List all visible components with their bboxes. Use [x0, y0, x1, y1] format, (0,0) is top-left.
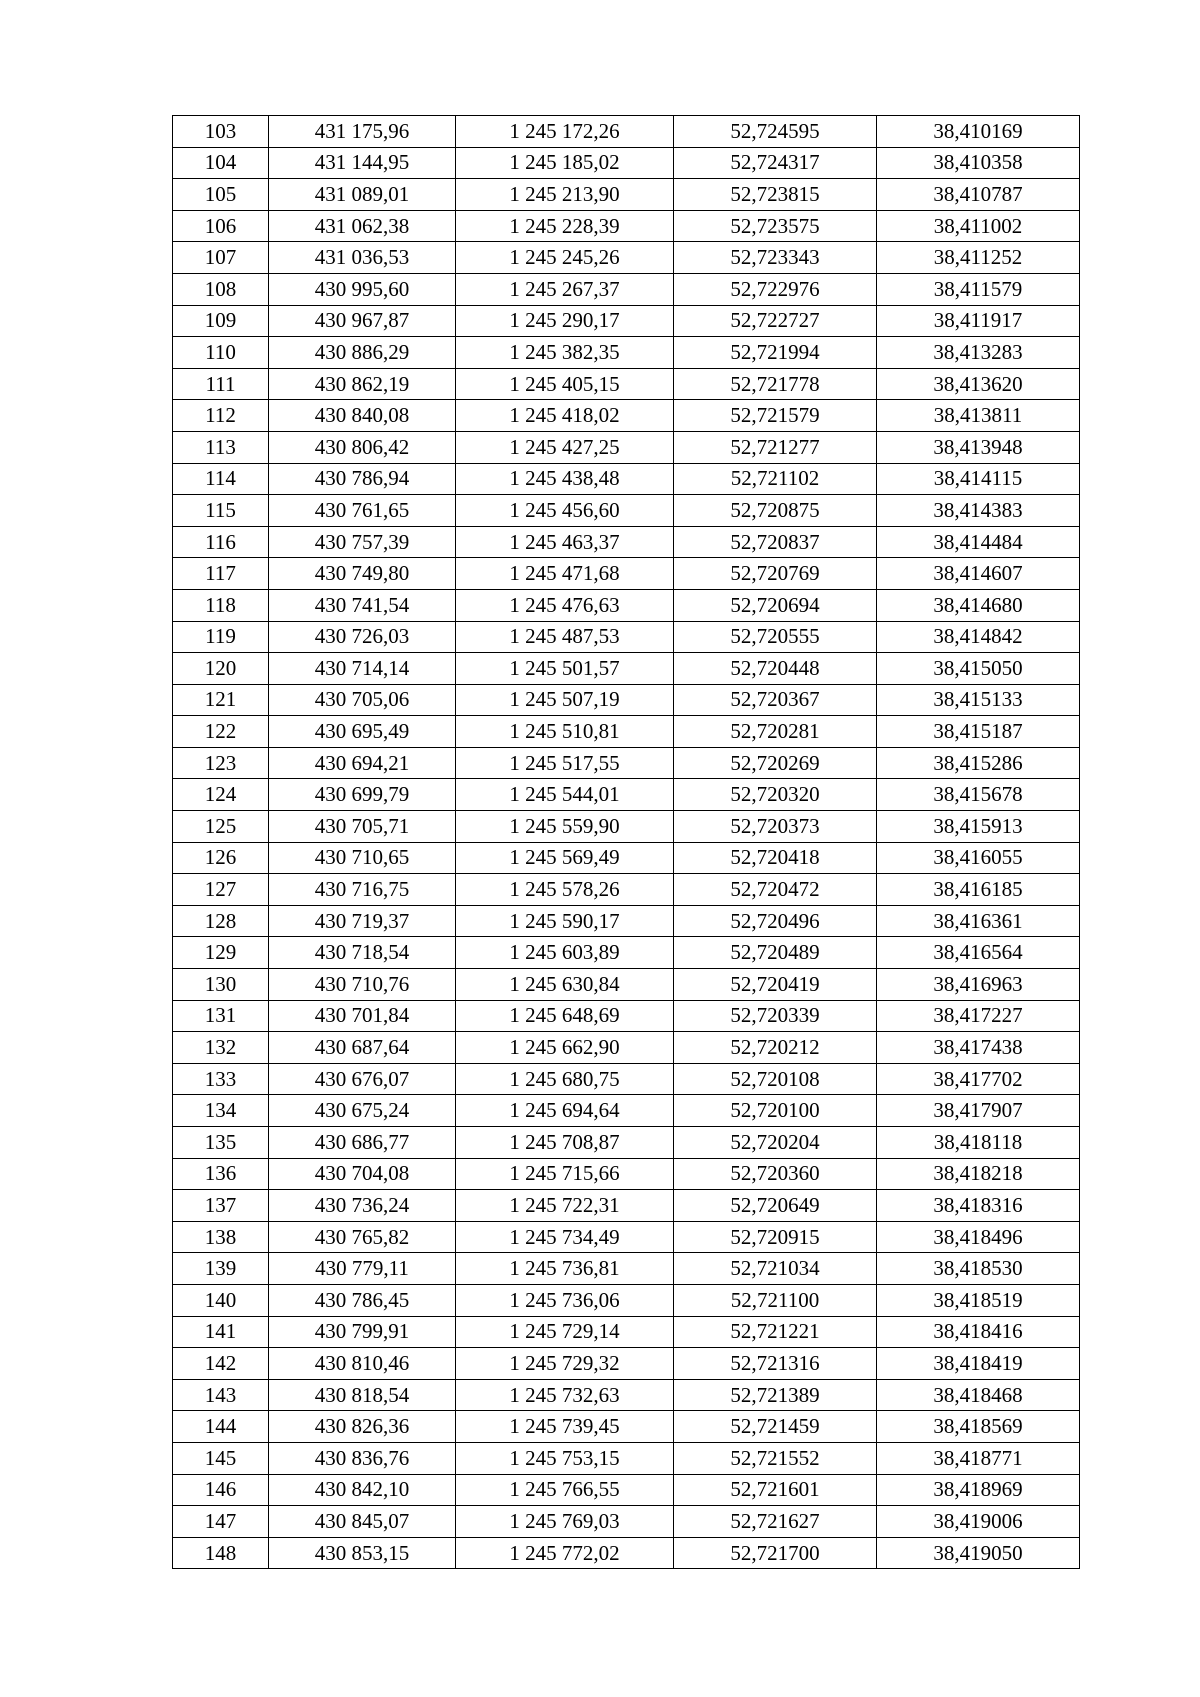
- table-row: [173, 1127, 1080, 1159]
- longitude-cell: 38,416564: [877, 937, 1080, 969]
- latitude-cell: 52,720694: [674, 589, 877, 621]
- longitude-cell: 38,418519: [877, 1284, 1080, 1316]
- point-number-cell: 106: [173, 210, 269, 242]
- point-number-cell: 134: [173, 1095, 269, 1127]
- latitude-cell: 52,720915: [674, 1221, 877, 1253]
- point-number-cell: 121: [173, 684, 269, 716]
- x-coordinate-cell: 430 699,79: [269, 779, 456, 811]
- x-coordinate-cell: 430 810,46: [269, 1348, 456, 1380]
- table-row: [173, 1221, 1080, 1253]
- y-coordinate-cell: 1 245 471,68: [456, 558, 674, 590]
- x-coordinate-cell: 430 779,11: [269, 1253, 456, 1285]
- latitude-cell: 52,721459: [674, 1411, 877, 1443]
- table-row: [173, 842, 1080, 874]
- longitude-cell: 38,411002: [877, 210, 1080, 242]
- x-coordinate-cell: 430 840,08: [269, 400, 456, 432]
- y-coordinate-cell: 1 245 729,14: [456, 1316, 674, 1348]
- latitude-cell: 52,720837: [674, 526, 877, 558]
- x-coordinate-cell: 430 694,21: [269, 747, 456, 779]
- table-row: [173, 621, 1080, 653]
- point-number-cell: 111: [173, 368, 269, 400]
- table-row: [173, 179, 1080, 211]
- longitude-cell: 38,416055: [877, 842, 1080, 874]
- x-coordinate-cell: 430 675,24: [269, 1095, 456, 1127]
- point-number-cell: 129: [173, 937, 269, 969]
- point-number-cell: 125: [173, 811, 269, 843]
- point-number-cell: 145: [173, 1442, 269, 1474]
- latitude-cell: 52,720100: [674, 1095, 877, 1127]
- longitude-cell: 38,411252: [877, 242, 1080, 274]
- point-number-cell: 132: [173, 1032, 269, 1064]
- point-number-cell: 108: [173, 273, 269, 305]
- x-coordinate-cell: 430 967,87: [269, 305, 456, 337]
- x-coordinate-cell: 431 062,38: [269, 210, 456, 242]
- longitude-cell: 38,419006: [877, 1506, 1080, 1538]
- y-coordinate-cell: 1 245 517,55: [456, 747, 674, 779]
- table-row: [173, 526, 1080, 558]
- table-row: [173, 747, 1080, 779]
- x-coordinate-cell: 431 036,53: [269, 242, 456, 274]
- table-row: [173, 210, 1080, 242]
- table-row: [173, 400, 1080, 432]
- y-coordinate-cell: 1 245 438,48: [456, 463, 674, 495]
- y-coordinate-cell: 1 245 418,02: [456, 400, 674, 432]
- x-coordinate-cell: 430 806,42: [269, 431, 456, 463]
- table-row: [173, 116, 1080, 148]
- y-coordinate-cell: 1 245 405,15: [456, 368, 674, 400]
- x-coordinate-cell: 430 761,65: [269, 495, 456, 527]
- table-row: [173, 273, 1080, 305]
- longitude-cell: 38,417438: [877, 1032, 1080, 1064]
- y-coordinate-cell: 1 245 382,35: [456, 337, 674, 369]
- x-coordinate-cell: 430 826,36: [269, 1411, 456, 1443]
- y-coordinate-cell: 1 245 510,81: [456, 716, 674, 748]
- point-number-cell: 131: [173, 1000, 269, 1032]
- x-coordinate-cell: 431 089,01: [269, 179, 456, 211]
- table-row: [173, 1284, 1080, 1316]
- latitude-cell: 52,723575: [674, 210, 877, 242]
- x-coordinate-cell: 430 741,54: [269, 589, 456, 621]
- y-coordinate-cell: 1 245 662,90: [456, 1032, 674, 1064]
- y-coordinate-cell: 1 245 772,02: [456, 1537, 674, 1569]
- y-coordinate-cell: 1 245 290,17: [456, 305, 674, 337]
- table-row: [173, 969, 1080, 1001]
- latitude-cell: 52,720360: [674, 1158, 877, 1190]
- y-coordinate-cell: 1 245 729,32: [456, 1348, 674, 1380]
- table-row: [173, 874, 1080, 906]
- x-coordinate-cell: 430 818,54: [269, 1379, 456, 1411]
- point-number-cell: 148: [173, 1537, 269, 1569]
- point-number-cell: 146: [173, 1474, 269, 1506]
- longitude-cell: 38,418416: [877, 1316, 1080, 1348]
- y-coordinate-cell: 1 245 736,06: [456, 1284, 674, 1316]
- table-row: [173, 495, 1080, 527]
- table-row: [173, 242, 1080, 274]
- table-row: [173, 305, 1080, 337]
- x-coordinate-cell: 430 799,91: [269, 1316, 456, 1348]
- y-coordinate-cell: 1 245 590,17: [456, 905, 674, 937]
- table-row: [173, 431, 1080, 463]
- y-coordinate-cell: 1 245 487,53: [456, 621, 674, 653]
- latitude-cell: 52,722727: [674, 305, 877, 337]
- x-coordinate-cell: 430 676,07: [269, 1063, 456, 1095]
- point-number-cell: 139: [173, 1253, 269, 1285]
- longitude-cell: 38,418496: [877, 1221, 1080, 1253]
- latitude-cell: 52,720489: [674, 937, 877, 969]
- longitude-cell: 38,417702: [877, 1063, 1080, 1095]
- longitude-cell: 38,410358: [877, 147, 1080, 179]
- table-row: [173, 1537, 1080, 1569]
- longitude-cell: 38,415678: [877, 779, 1080, 811]
- latitude-cell: 52,721552: [674, 1442, 877, 1474]
- x-coordinate-cell: 430 714,14: [269, 653, 456, 685]
- table-row: [173, 779, 1080, 811]
- x-coordinate-cell: 430 757,39: [269, 526, 456, 558]
- x-coordinate-cell: 430 695,49: [269, 716, 456, 748]
- latitude-cell: 52,720281: [674, 716, 877, 748]
- point-number-cell: 141: [173, 1316, 269, 1348]
- x-coordinate-cell: 430 710,76: [269, 969, 456, 1001]
- point-number-cell: 113: [173, 431, 269, 463]
- x-coordinate-cell: 431 144,95: [269, 147, 456, 179]
- y-coordinate-cell: 1 245 544,01: [456, 779, 674, 811]
- table-row: [173, 1474, 1080, 1506]
- point-number-cell: 117: [173, 558, 269, 590]
- x-coordinate-cell: 430 701,84: [269, 1000, 456, 1032]
- latitude-cell: 52,720367: [674, 684, 877, 716]
- point-number-cell: 130: [173, 969, 269, 1001]
- x-coordinate-cell: 430 786,45: [269, 1284, 456, 1316]
- latitude-cell: 52,720108: [674, 1063, 877, 1095]
- point-number-cell: 105: [173, 179, 269, 211]
- latitude-cell: 52,723343: [674, 242, 877, 274]
- longitude-cell: 38,416185: [877, 874, 1080, 906]
- table-row: [173, 811, 1080, 843]
- x-coordinate-cell: 430 718,54: [269, 937, 456, 969]
- point-number-cell: 135: [173, 1127, 269, 1159]
- latitude-cell: 52,723815: [674, 179, 877, 211]
- latitude-cell: 52,720419: [674, 969, 877, 1001]
- table-row: [173, 653, 1080, 685]
- latitude-cell: 52,721778: [674, 368, 877, 400]
- point-number-cell: 104: [173, 147, 269, 179]
- y-coordinate-cell: 1 245 766,55: [456, 1474, 674, 1506]
- longitude-cell: 38,415133: [877, 684, 1080, 716]
- point-number-cell: 144: [173, 1411, 269, 1443]
- longitude-cell: 38,414383: [877, 495, 1080, 527]
- longitude-cell: 38,411579: [877, 273, 1080, 305]
- table-row: [173, 905, 1080, 937]
- latitude-cell: 52,721627: [674, 1506, 877, 1538]
- longitude-cell: 38,410169: [877, 116, 1080, 148]
- longitude-cell: 38,418316: [877, 1190, 1080, 1222]
- longitude-cell: 38,415187: [877, 716, 1080, 748]
- latitude-cell: 52,720212: [674, 1032, 877, 1064]
- latitude-cell: 52,720472: [674, 874, 877, 906]
- latitude-cell: 52,722976: [674, 273, 877, 305]
- longitude-cell: 38,418419: [877, 1348, 1080, 1380]
- table-row: [173, 1158, 1080, 1190]
- latitude-cell: 52,721277: [674, 431, 877, 463]
- table-row: [173, 1442, 1080, 1474]
- y-coordinate-cell: 1 245 694,64: [456, 1095, 674, 1127]
- y-coordinate-cell: 1 245 476,63: [456, 589, 674, 621]
- table-row: [173, 937, 1080, 969]
- y-coordinate-cell: 1 245 630,84: [456, 969, 674, 1001]
- table-row: [173, 589, 1080, 621]
- longitude-cell: 38,414484: [877, 526, 1080, 558]
- table-row: [173, 463, 1080, 495]
- coordinates-table: [172, 115, 1080, 1569]
- table-row: [173, 1348, 1080, 1380]
- table-row: [173, 1253, 1080, 1285]
- longitude-cell: 38,415286: [877, 747, 1080, 779]
- y-coordinate-cell: 1 245 213,90: [456, 179, 674, 211]
- y-coordinate-cell: 1 245 228,39: [456, 210, 674, 242]
- longitude-cell: 38,410787: [877, 179, 1080, 211]
- y-coordinate-cell: 1 245 427,25: [456, 431, 674, 463]
- y-coordinate-cell: 1 245 739,45: [456, 1411, 674, 1443]
- table-row: [173, 558, 1080, 590]
- x-coordinate-cell: 430 853,15: [269, 1537, 456, 1569]
- point-number-cell: 127: [173, 874, 269, 906]
- point-number-cell: 133: [173, 1063, 269, 1095]
- point-number-cell: 143: [173, 1379, 269, 1411]
- latitude-cell: 52,721601: [674, 1474, 877, 1506]
- table-row: [173, 337, 1080, 369]
- point-number-cell: 147: [173, 1506, 269, 1538]
- latitude-cell: 52,720320: [674, 779, 877, 811]
- y-coordinate-cell: 1 245 603,89: [456, 937, 674, 969]
- point-number-cell: 118: [173, 589, 269, 621]
- latitude-cell: 52,720373: [674, 811, 877, 843]
- point-number-cell: 137: [173, 1190, 269, 1222]
- y-coordinate-cell: 1 245 708,87: [456, 1127, 674, 1159]
- y-coordinate-cell: 1 245 722,31: [456, 1190, 674, 1222]
- latitude-cell: 52,720875: [674, 495, 877, 527]
- table-row: [173, 716, 1080, 748]
- point-number-cell: 109: [173, 305, 269, 337]
- x-coordinate-cell: 431 175,96: [269, 116, 456, 148]
- latitude-cell: 52,720496: [674, 905, 877, 937]
- latitude-cell: 52,724595: [674, 116, 877, 148]
- table-row: [173, 684, 1080, 716]
- point-number-cell: 107: [173, 242, 269, 274]
- coordinates-table-body: [173, 116, 1080, 1569]
- latitude-cell: 52,720204: [674, 1127, 877, 1159]
- x-coordinate-cell: 430 705,06: [269, 684, 456, 716]
- longitude-cell: 38,418569: [877, 1411, 1080, 1443]
- point-number-cell: 110: [173, 337, 269, 369]
- y-coordinate-cell: 1 245 734,49: [456, 1221, 674, 1253]
- latitude-cell: 52,720418: [674, 842, 877, 874]
- table-row: [173, 1032, 1080, 1064]
- x-coordinate-cell: 430 687,64: [269, 1032, 456, 1064]
- y-coordinate-cell: 1 245 680,75: [456, 1063, 674, 1095]
- longitude-cell: 38,417227: [877, 1000, 1080, 1032]
- x-coordinate-cell: 430 705,71: [269, 811, 456, 843]
- table-row: [173, 1316, 1080, 1348]
- table-row: [173, 1190, 1080, 1222]
- table-row: [173, 1411, 1080, 1443]
- latitude-cell: 52,721316: [674, 1348, 877, 1380]
- longitude-cell: 38,416963: [877, 969, 1080, 1001]
- latitude-cell: 52,720269: [674, 747, 877, 779]
- point-number-cell: 136: [173, 1158, 269, 1190]
- point-number-cell: 103: [173, 116, 269, 148]
- x-coordinate-cell: 430 886,29: [269, 337, 456, 369]
- table-row: [173, 147, 1080, 179]
- point-number-cell: 138: [173, 1221, 269, 1253]
- x-coordinate-cell: 430 842,10: [269, 1474, 456, 1506]
- y-coordinate-cell: 1 245 732,63: [456, 1379, 674, 1411]
- latitude-cell: 52,721389: [674, 1379, 877, 1411]
- point-number-cell: 124: [173, 779, 269, 811]
- x-coordinate-cell: 430 836,76: [269, 1442, 456, 1474]
- longitude-cell: 38,415050: [877, 653, 1080, 685]
- point-number-cell: 122: [173, 716, 269, 748]
- latitude-cell: 52,721700: [674, 1537, 877, 1569]
- y-coordinate-cell: 1 245 715,66: [456, 1158, 674, 1190]
- y-coordinate-cell: 1 245 267,37: [456, 273, 674, 305]
- x-coordinate-cell: 430 726,03: [269, 621, 456, 653]
- latitude-cell: 52,721102: [674, 463, 877, 495]
- longitude-cell: 38,418771: [877, 1442, 1080, 1474]
- x-coordinate-cell: 430 765,82: [269, 1221, 456, 1253]
- point-number-cell: 116: [173, 526, 269, 558]
- longitude-cell: 38,418969: [877, 1474, 1080, 1506]
- table-row: [173, 1379, 1080, 1411]
- y-coordinate-cell: 1 245 456,60: [456, 495, 674, 527]
- point-number-cell: 114: [173, 463, 269, 495]
- longitude-cell: 38,414842: [877, 621, 1080, 653]
- y-coordinate-cell: 1 245 185,02: [456, 147, 674, 179]
- longitude-cell: 38,413811: [877, 400, 1080, 432]
- y-coordinate-cell: 1 245 736,81: [456, 1253, 674, 1285]
- point-number-cell: 120: [173, 653, 269, 685]
- latitude-cell: 52,721579: [674, 400, 877, 432]
- latitude-cell: 52,724317: [674, 147, 877, 179]
- longitude-cell: 38,415913: [877, 811, 1080, 843]
- table-row: [173, 1506, 1080, 1538]
- y-coordinate-cell: 1 245 507,19: [456, 684, 674, 716]
- longitude-cell: 38,413620: [877, 368, 1080, 400]
- point-number-cell: 112: [173, 400, 269, 432]
- longitude-cell: 38,414680: [877, 589, 1080, 621]
- y-coordinate-cell: 1 245 648,69: [456, 1000, 674, 1032]
- longitude-cell: 38,417907: [877, 1095, 1080, 1127]
- point-number-cell: 123: [173, 747, 269, 779]
- latitude-cell: 52,721034: [674, 1253, 877, 1285]
- y-coordinate-cell: 1 245 172,26: [456, 116, 674, 148]
- x-coordinate-cell: 430 686,77: [269, 1127, 456, 1159]
- longitude-cell: 38,419050: [877, 1537, 1080, 1569]
- x-coordinate-cell: 430 845,07: [269, 1506, 456, 1538]
- latitude-cell: 52,721994: [674, 337, 877, 369]
- point-number-cell: 128: [173, 905, 269, 937]
- longitude-cell: 38,413948: [877, 431, 1080, 463]
- longitude-cell: 38,418118: [877, 1127, 1080, 1159]
- latitude-cell: 52,720769: [674, 558, 877, 590]
- longitude-cell: 38,418468: [877, 1379, 1080, 1411]
- table-row: [173, 1095, 1080, 1127]
- x-coordinate-cell: 430 719,37: [269, 905, 456, 937]
- longitude-cell: 38,418530: [877, 1253, 1080, 1285]
- point-number-cell: 140: [173, 1284, 269, 1316]
- x-coordinate-cell: 430 716,75: [269, 874, 456, 906]
- x-coordinate-cell: 430 786,94: [269, 463, 456, 495]
- table-row: [173, 368, 1080, 400]
- y-coordinate-cell: 1 245 578,26: [456, 874, 674, 906]
- latitude-cell: 52,721221: [674, 1316, 877, 1348]
- point-number-cell: 126: [173, 842, 269, 874]
- y-coordinate-cell: 1 245 501,57: [456, 653, 674, 685]
- x-coordinate-cell: 430 710,65: [269, 842, 456, 874]
- longitude-cell: 38,411917: [877, 305, 1080, 337]
- table-row: [173, 1000, 1080, 1032]
- x-coordinate-cell: 430 995,60: [269, 273, 456, 305]
- longitude-cell: 38,418218: [877, 1158, 1080, 1190]
- y-coordinate-cell: 1 245 569,49: [456, 842, 674, 874]
- longitude-cell: 38,413283: [877, 337, 1080, 369]
- point-number-cell: 115: [173, 495, 269, 527]
- y-coordinate-cell: 1 245 559,90: [456, 811, 674, 843]
- y-coordinate-cell: 1 245 245,26: [456, 242, 674, 274]
- latitude-cell: 52,721100: [674, 1284, 877, 1316]
- point-number-cell: 119: [173, 621, 269, 653]
- longitude-cell: 38,414115: [877, 463, 1080, 495]
- latitude-cell: 52,720448: [674, 653, 877, 685]
- y-coordinate-cell: 1 245 463,37: [456, 526, 674, 558]
- table-row: [173, 1063, 1080, 1095]
- latitude-cell: 52,720339: [674, 1000, 877, 1032]
- longitude-cell: 38,416361: [877, 905, 1080, 937]
- latitude-cell: 52,720555: [674, 621, 877, 653]
- y-coordinate-cell: 1 245 753,15: [456, 1442, 674, 1474]
- x-coordinate-cell: 430 749,80: [269, 558, 456, 590]
- latitude-cell: 52,720649: [674, 1190, 877, 1222]
- y-coordinate-cell: 1 245 769,03: [456, 1506, 674, 1538]
- point-number-cell: 142: [173, 1348, 269, 1380]
- x-coordinate-cell: 430 736,24: [269, 1190, 456, 1222]
- x-coordinate-cell: 430 704,08: [269, 1158, 456, 1190]
- x-coordinate-cell: 430 862,19: [269, 368, 456, 400]
- longitude-cell: 38,414607: [877, 558, 1080, 590]
